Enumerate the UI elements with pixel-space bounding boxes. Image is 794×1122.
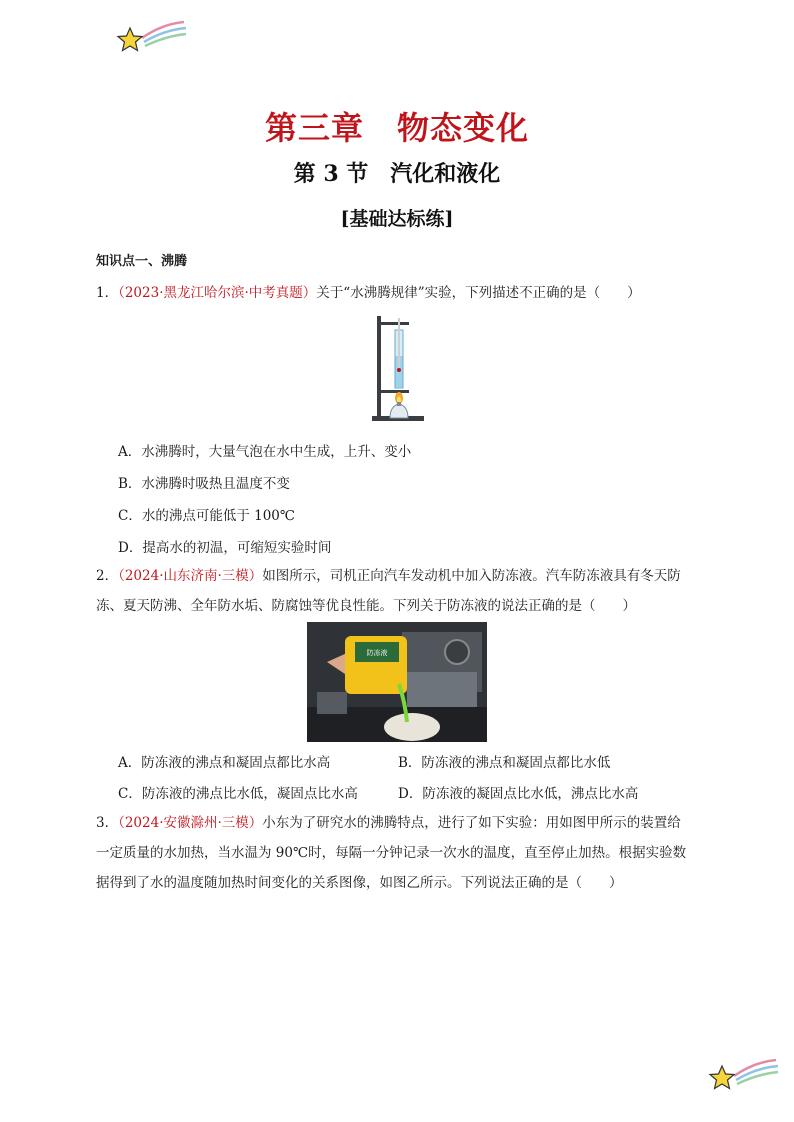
q1-option-d: D．提高水的初温，可缩短实验时间: [118, 540, 332, 556]
question-source: （2024·安徽滁州·三模）: [118, 815, 263, 831]
question-2-stem: [96, 566, 681, 586]
question-number: 2．: [96, 568, 119, 584]
q2-option-b: B．防冻液的沸点和凝固点都比水低: [398, 755, 611, 771]
shooting-star-icon: [704, 1052, 784, 1098]
q1-option-c: C．水的沸点可能低于 100℃: [118, 508, 295, 524]
section-title: 第 3 节 汽化和液化: [293, 161, 501, 187]
q1-option-a: A．水沸腾时，大量气泡在水中生成，上升、变小: [118, 444, 412, 460]
q2-option-a: A．防冻液的沸点和凝固点都比水高: [118, 755, 331, 771]
q2-option-c: C．防冻液的沸点比水低，凝固点比水高: [118, 786, 358, 802]
question-number: 3．: [96, 815, 119, 831]
question-text: 如图所示，司机正向汽车发动机中加入防冻液。汽车防冻液具有冬天防: [262, 568, 681, 584]
question-text: 小东为了研究水的沸腾特点，进行了如下实验：用如图甲所示的装置给: [262, 815, 681, 831]
question-number: 1．: [96, 285, 119, 301]
q1-option-b: B．水沸腾时吸热且温度不变: [118, 476, 290, 492]
exercise-level-title: [基础达标练]: [340, 208, 454, 230]
question-source: （2024·山东济南·三模）: [118, 568, 263, 584]
question-source: （2023·黑龙江哈尔滨·中考真题）: [118, 285, 317, 301]
question-3-stem: [96, 813, 681, 833]
question-3-stem-line-2: 一定质量的水加热，当水温为 90℃时，每隔一分钟记录一次水的温度，直至停止加热。根据实验数: [96, 845, 687, 861]
knowledge-point-heading: 知识点一、沸腾: [96, 254, 188, 269]
shooting-star-icon: [112, 14, 192, 60]
chapter-title: 第三章 物态变化: [264, 109, 529, 147]
antifreeze-label: 防冻液: [366, 649, 388, 657]
boiling-apparatus-figure: [368, 312, 428, 426]
q2-option-d: D．防冻液的凝固点比水低，沸点比水高: [398, 786, 639, 802]
question-3-stem-line-3: 据得到了水的温度随加热时间变化的关系图像，如图乙所示。下列说法正确的是（ ）: [96, 875, 623, 891]
question-2-stem-line-2: 冻、夏天防沸、全年防水垢、防腐蚀等优良性能。下列关于防冻液的说法正确的是（ ）: [96, 598, 636, 614]
question-text: 关于“水沸腾规律”实验，下列描述不正确的是（ ）: [316, 285, 641, 301]
antifreeze-photo: [307, 622, 487, 742]
question-1-stem: [96, 283, 641, 303]
